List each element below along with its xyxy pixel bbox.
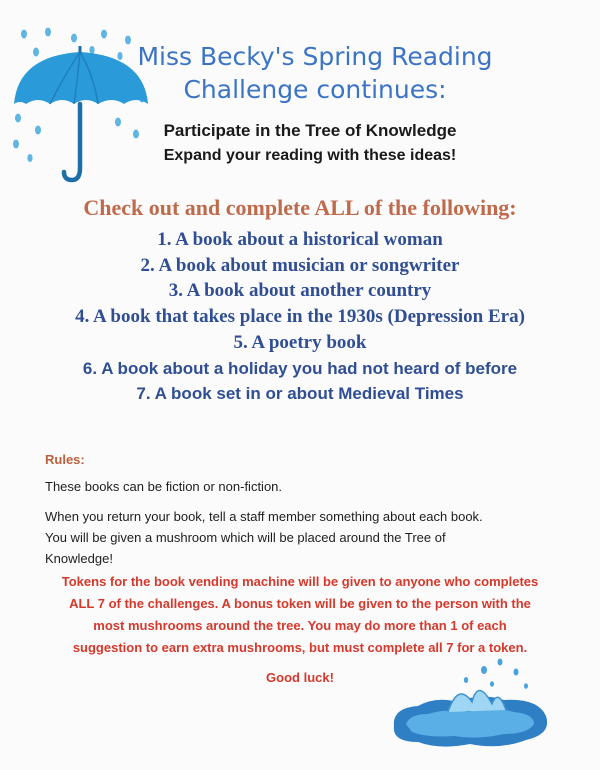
rules-paragraph-2-line: Knowledge! <box>45 551 113 566</box>
tokens-line: most mushrooms around the tree. You may do more than 1 of each <box>93 618 507 633</box>
instruction-heading: Check out and complete ALL of the following: <box>83 195 517 220</box>
subtitle-line-1: Participate in the Tree of Knowledge <box>163 121 457 140</box>
rules-paragraph-1: These books can be fiction or non-fiction. <box>45 479 283 494</box>
rules-paragraph-2 <box>45 506 565 569</box>
tokens-line: Tokens for the book vending machine will be given to anyone who completes <box>61 574 539 589</box>
puddle-splash-icon <box>388 652 553 752</box>
challenge-item: 4. A book that takes place in the 1930s (Depression Era) <box>75 306 525 327</box>
page-title <box>110 40 520 106</box>
title-line-2: Challenge continues: <box>183 75 447 104</box>
challenge-item: 7. A book set in or about Medieval Times <box>136 384 464 403</box>
challenge-item: 2. A book about musician or songwriter <box>140 255 460 276</box>
challenge-item: 1. A book about a historical woman <box>157 229 443 250</box>
rules-paragraph-2-line: You will be given a mushroom which will be placed around the Tree of <box>45 530 446 545</box>
challenge-item: 3. A book about another country <box>168 280 432 301</box>
tokens-line: suggestion to earn extra mushrooms, but must complete all 7 for a token. <box>72 640 528 655</box>
rules-heading: Rules: <box>45 452 85 467</box>
tokens-line: ALL 7 of the challenges. A bonus token will be given to the person with the <box>69 596 531 611</box>
subtitle-line-2: Expand your reading with these ideas! <box>163 147 457 164</box>
tokens-paragraph <box>25 571 575 659</box>
rules-paragraph-2-line: When you return your book, tell a staff member something about each book. <box>45 509 483 524</box>
challenge-item: 5. A poetry book <box>233 332 367 353</box>
good-luck-text: Good luck! <box>266 670 334 685</box>
challenge-item: 6. A book about a holiday you had not heard of before <box>82 359 518 378</box>
title-line-1: Miss Becky's Spring Reading <box>137 42 493 71</box>
